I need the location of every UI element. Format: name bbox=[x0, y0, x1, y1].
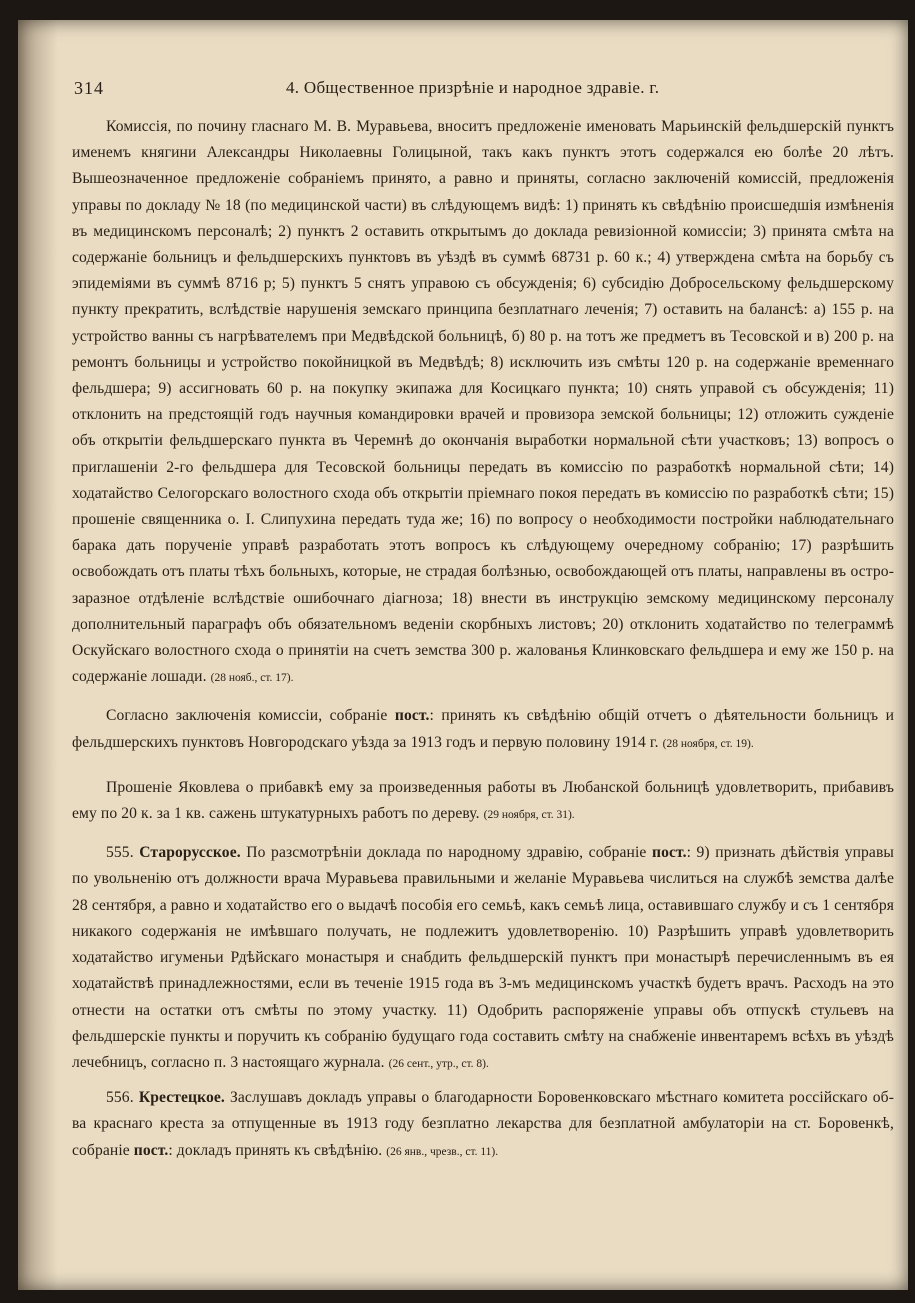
district-name: Крестецкое. bbox=[138, 1089, 225, 1107]
resolution-label: пост. bbox=[133, 1141, 169, 1159]
district-name: Старорусское. bbox=[139, 844, 241, 862]
paragraph-hospital-report bbox=[72, 703, 894, 756]
source-note: (26 янв., чрезв., ст. 11). bbox=[386, 1145, 499, 1158]
resolution-label: пост. bbox=[394, 707, 430, 725]
book-page bbox=[18, 20, 908, 1290]
resolution-label: пост. bbox=[651, 844, 687, 862]
paragraph-lead: По разсмотрѣніи доклада по народному здравію, собраніе bbox=[246, 844, 647, 862]
paragraph-text: : 9) признать дѣйствія управы по увольненію отъ должности врача Муравьева правильными и желаніе Муравьева числиться на службѣ земства далѣе 28 сентября, а равно и ходатайство его о выдачѣ пособія его семьѣ, какъ семьѣ лица, оставившаго службу и съ 1 сентября никакого содержанія не имѣвшаго получать, не подлежитъ удовлетворенію. 10) Разрѣшить управѣ удовлетворить ходатайство игуменьи Рдѣйскаго монастыря и снабдить фельдшерскій пунктъ при монастырѣ перечисленнымъ въ ея ходатайствѣ принадлежностями, если въ теченіе 1915 года въ 3-мъ медицинскомъ участкѣ будетъ врачъ. Расходъ на это отнести на остатки отъ смѣты по этому участку. 11) Одобрить распоряженіе управы объ отпускѣ стульевъ на фельдшерскіе пункты и поручить къ собранію будущаго года составить смѣту на снабженіе инвентаремъ всѣхъ въ уѣздѣ лечебницъ, согласно п. 3 настоящаго журнала. bbox=[72, 844, 894, 1071]
source-note: (28 ноября, ст. 19). bbox=[662, 737, 754, 750]
paragraph-text: Заслушавъ докладъ управы о благодарности Боровенковскаго мѣстнаго комитета россійскаго об-ва краснаго креста за отпущенные въ 1913 году безплатно лекарства для безплатной амбулаторіи на ст. Боровенкѣ, собраніе bbox=[72, 1089, 895, 1159]
paragraph-text: : принять къ свѣдѣнію общій отчетъ о дѣятельности больницъ и фельдшерскихъ пунктовъ Новгородскаго уѣзда за 1913 годъ и первую половину 1914 г. bbox=[72, 707, 895, 751]
page-content bbox=[72, 78, 894, 1165]
page-number: 314 bbox=[74, 78, 104, 98]
paragraph-yakovlev-petition bbox=[72, 775, 894, 828]
item-number: 556. bbox=[106, 1089, 134, 1107]
paragraph-commission-proposal bbox=[72, 114, 894, 691]
running-head bbox=[72, 78, 894, 114]
source-note: (29 ноября, ст. 31). bbox=[483, 809, 575, 822]
running-title: 4. Общественное призрѣніе и народное здравіе. г. bbox=[286, 78, 660, 97]
paragraph-text-end: : докладъ принять къ свѣдѣнію. bbox=[168, 1141, 383, 1159]
paragraph-text: Комиссія, по почину гласнаго М. В. Муравьева, вноситъ предложеніе именовать Марьинскій фельдшерскій пунктъ именемъ княгини Александры Николаевны Голицыной, такъ какъ пунктъ этотъ содержался ею болѣе 20 лѣтъ. Вышеозначенное предложеніе собраніемъ принято, а равно и приняты, согласно заключеній комиссій, предложенія управы по докладу № 18 (по медицинской части) въ слѣдующемъ видѣ: 1) принять къ свѣдѣнію происшедшія измѣненія въ медицинскомъ персоналѣ; 2) пунктъ 2 оставить открытымъ до доклада ревизіонной комиссіи; 3) принята смѣта на содержаніе больницъ и фельдшерскихъ пунктовъ въ уѣздѣ въ суммѣ 68731 р. 60 к.; 4) утверждена смѣта на борьбу съ эпидеміями въ суммѣ 8716 р; 5) пунктъ 5 снятъ управою съ обсужденія; 6) субсидію Добросельскому фельдшерскому пункту прекратить, вслѣдствіе нарушенія земскаго принципа безплатнаго леченія; 7) оставить на балансѣ: а) 155 р. на устройство ванны съ нагрѣвателемъ при Медвѣдской больницѣ, б) 80 р. на тотъ же предметъ въ Тесовской и в) 200 р. на ремонтъ больницы и устройство покойницкой въ Медвѣдѣ; 8) исключить изъ смѣты 120 р. на содержаніе временнаго фельдшера; 9) ассигновать 60 р. на покупку экипажа для Косицкаго пункта; 10) снять управой съ обсужденія; 11) отклонить на предстоящій годъ научныя командировки врачей и провизора земской больницы; 12) отложить сужденіе объ открытіи фельдшерскаго пункта въ Черемнѣ до окончанія выработки нормальной сѣти участковъ; 13) вопросъ о приглашеніи 2-го фельдшера для Тесовской больницы передать въ комиссію по разработкѣ нормальной сѣти; 14) ходатайство Селогорскаго волостного схода объ открытіи пріемнаго покоя передать въ комиссію по разработкѣ сѣти; 15) прошеніе священника о. І. Слипухина передать туда же; 16) по вопросу о необходимости постройки наблюдательнаго барака дать порученіе управѣ разработать этотъ вопросъ къ слѣдующему очередному собранію; 17) разрѣшить освобождать отъ платы тѣхъ больныхъ, которые, не страдая болѣзнью, освобождающей отъ платы, направлены въ остро-заразное отдѣленіе вслѣдствіе ошибочнаго діагноза; 18) внести въ инструкцію земскому медицинскому персоналу дополнительный параграфъ объ обязательномъ веденіи скорбныхъ листовъ; 20) отклонить ходатайство по телеграммѣ Оскуйскаго волостного схода о принятіи на счетъ земства 300 р. жалованья Клинковскаго фельдшера и ему же 150 р. на содержаніе лошади. bbox=[72, 118, 894, 686]
item-number: 555. bbox=[106, 844, 134, 862]
source-note: (28 нояб., ст. 17). bbox=[210, 672, 294, 685]
paragraph-555-starorusskoe bbox=[72, 840, 894, 1077]
paragraph-lead: Согласно заключенія комиссіи, собраніе bbox=[106, 707, 388, 725]
paragraph-556-krestetskoe bbox=[72, 1085, 894, 1165]
page-binding-shadow bbox=[18, 20, 58, 1290]
source-note: (26 сент., утр., ст. 8). bbox=[388, 1057, 489, 1070]
paragraph-text: Прошеніе Яковлева о прибавкѣ ему за произведенныя работы въ Любанской больницѣ удовлетворить, прибавивъ ему по 20 к. за 1 кв. сажень штукатурныхъ работъ по дереву. bbox=[72, 778, 894, 823]
